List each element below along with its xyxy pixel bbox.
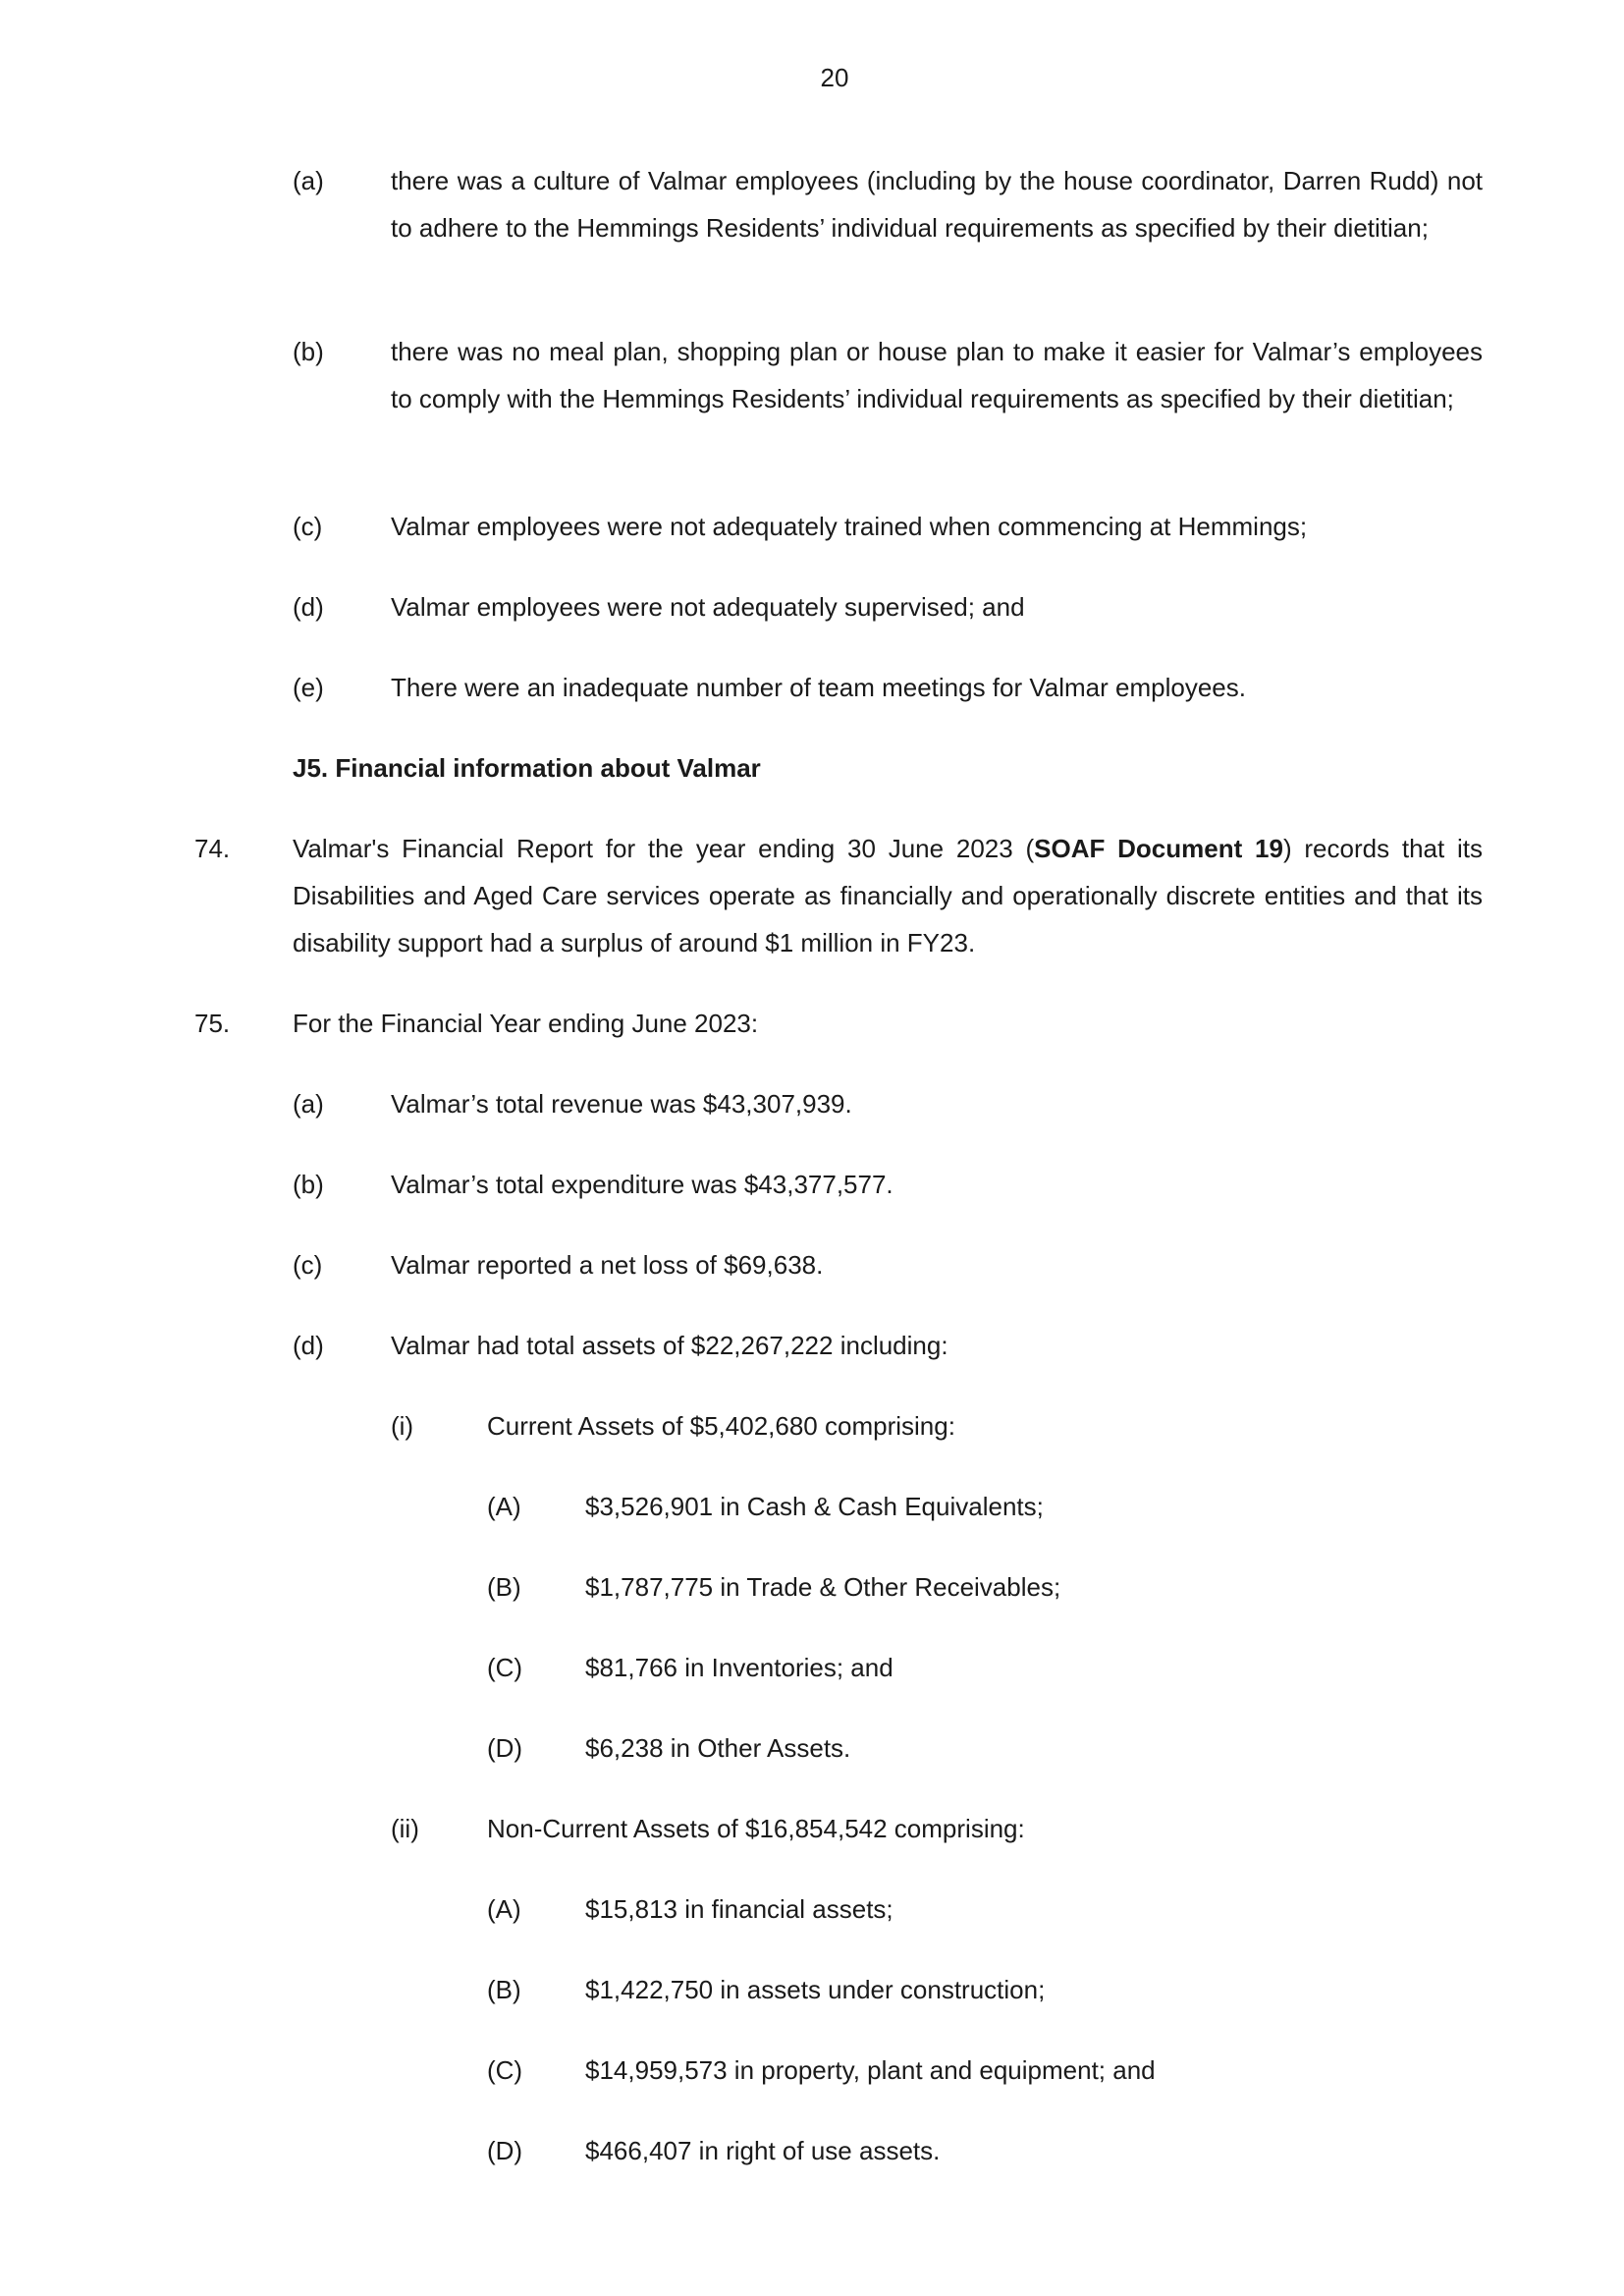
sub-sub-list-text: $3,526,901 in Cash & Cash Equivalents;: [585, 1492, 1044, 1521]
sub-sub-list-text: $6,238 in Other Assets.: [585, 1733, 851, 1763]
list-text: Valmar’s total expenditure was $43,377,577.: [391, 1170, 893, 1199]
paragraph-text-part: ) records that its Disabilities and Aged Care services operate as financially and operationally discrete entities and that its disability support had a surplus of around $1 million in FY23.: [293, 834, 1483, 957]
list-label: (c): [293, 512, 323, 541]
list-text: Valmar employees were not adequately trained when commencing at Hemmings;: [391, 512, 1308, 541]
list-text: Valmar’s total revenue was $43,307,939.: [391, 1089, 852, 1119]
sub-sub-list-label: (D): [487, 1733, 523, 1763]
section-heading: J5. Financial information about Valmar: [293, 753, 761, 783]
paragraph-text-part: Valmar's Financial Report for the year ending 30 June 2023 (: [293, 834, 1035, 863]
list-text: there was a culture of Valmar employees (including by the house coordinator, Darren Rudd) not to adhere to the Hemmings Residents’ individual requirements as specified by their dietitian;: [391, 166, 1483, 243]
list-label: (a): [293, 1089, 324, 1119]
sub-list-text: Current Assets of $5,402,680 comprising:: [487, 1411, 955, 1441]
sub-sub-list-text: $1,787,775 in Trade & Other Receivables;: [585, 1572, 1061, 1602]
list-label: (d): [293, 592, 324, 622]
list-text: Valmar had total assets of $22,267,222 including:: [391, 1331, 948, 1360]
sub-sub-list-text: $1,422,750 in assets under construction;: [585, 1975, 1046, 2004]
sub-list-text: Non-Current Assets of $16,854,542 comprising:: [487, 1814, 1025, 1843]
list-label: (a): [293, 166, 324, 195]
list-label: (c): [293, 1250, 323, 1280]
list-text: Valmar reported a net loss of $69,638.: [391, 1250, 824, 1280]
list-text: Valmar employees were not adequately supervised; and: [391, 592, 1025, 622]
sub-sub-list-label: (A): [487, 1894, 521, 1924]
sub-sub-list-label: (C): [487, 1653, 523, 1682]
sub-sub-list-label: (B): [487, 1572, 521, 1602]
sub-sub-list-text: $14,959,573 in property, plant and equipment; and: [585, 2055, 1156, 2085]
sub-list-label: (ii): [391, 1814, 419, 1843]
list-text: There were an inadequate number of team meetings for Valmar employees.: [391, 673, 1246, 702]
document-reference: SOAF Document 19: [1034, 834, 1283, 863]
list-label: (b): [293, 337, 324, 366]
sub-sub-list-label: (A): [487, 1492, 521, 1521]
list-label: (e): [293, 673, 324, 702]
sub-sub-list-text: $15,813 in financial assets;: [585, 1894, 893, 1924]
sub-list-label: (i): [391, 1411, 414, 1441]
list-text: there was no meal plan, shopping plan or house plan to make it easier for Valmar’s employees to comply with the Hemmings Residents’ individual requirements as specified by their dietitian;: [391, 337, 1483, 413]
paragraph-text: [293, 825, 1483, 966]
sub-sub-list-label: (B): [487, 1975, 521, 2004]
sub-sub-list-text: $466,407 in right of use assets.: [585, 2136, 941, 2165]
paragraph-number: 75.: [194, 1009, 231, 1038]
sub-sub-list-label: (D): [487, 2136, 523, 2165]
sub-sub-list-text: $81,766 in Inventories; and: [585, 1653, 893, 1682]
list-label: (d): [293, 1331, 324, 1360]
paragraph-number: 74.: [194, 834, 231, 863]
sub-sub-list-label: (C): [487, 2055, 523, 2085]
paragraph-text: For the Financial Year ending June 2023:: [293, 1009, 759, 1038]
page-number: 20: [820, 63, 849, 92]
list-label: (b): [293, 1170, 324, 1199]
